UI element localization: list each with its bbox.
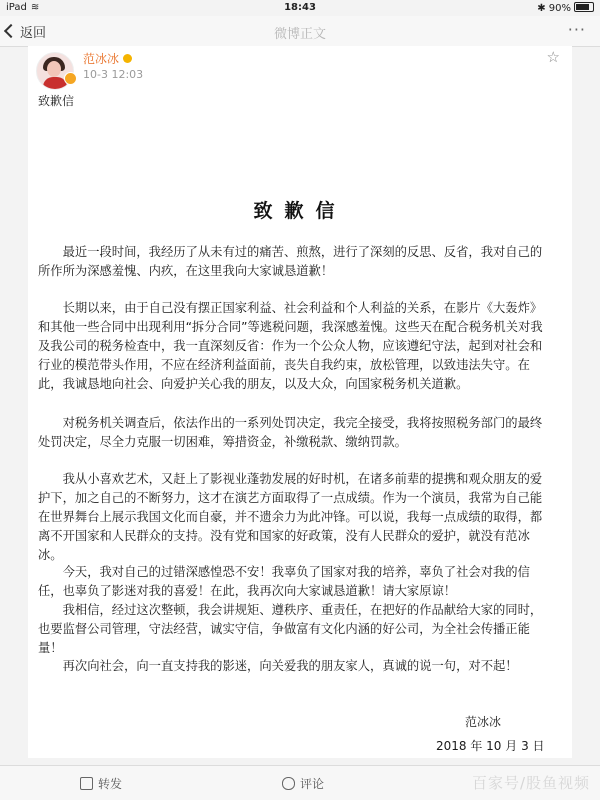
post-timestamp: 10-3 12:03 bbox=[83, 68, 144, 81]
battery-indicator: ✱ 90% bbox=[537, 2, 594, 14]
verified-badge-icon bbox=[64, 72, 77, 85]
watermark: 百家号/股鱼视频 bbox=[471, 774, 590, 792]
letter-paragraph-2: 长期以来，由于自己没有摆正国家利益、社会利益和个人利益的关系，在影片《大轰炸》和其他一些合同中出现利用“拆分合同”等逃税问题，我深感羞愧。这些天在配合税务机关对我及我公司的税务检查中，我一直深刻反省：作为一个公众人物，应该遵纪守法，起到对社会和行业的模范带头作用，不应在经济利益面前，丧失自我约束，放松管理，以致违法失守。在此，我诚恳地向社会、向爱护关心我的朋友，以及大众，向国家税务机关道歉。 bbox=[38, 301, 543, 391]
clock: 18:43 bbox=[284, 2, 316, 13]
letter-paragraph-6: 我相信，经过这次整顿，我会讲规矩、遵秩序、重责任，在把好的作品献给大家的同时，也要监督公司管理，守法经营，诚实守信，争做富有文化内涵的好公司，为全社会传播正能量！ bbox=[38, 603, 543, 655]
letter-paragraph-1: 最近一段时间，我经历了从未有过的痛苦、煎熬，进行了深刻的反思、反省，我对自己的所作所为深感羞愧、内疚，在这里我向大家诚恳道歉！ bbox=[38, 245, 543, 278]
favorite-star-icon[interactable]: ☆ bbox=[546, 48, 560, 66]
more-options-button[interactable]: ··· bbox=[567, 20, 586, 39]
comment-icon bbox=[282, 777, 295, 790]
post-card bbox=[28, 46, 572, 758]
letter-paragraph-3: 对税务机关调查后，依法作出的一系列处罚决定，我完全接受，我将按照税务部门的最终处罚决定，尽全力克服一切困难，筹措资金，补缴税款、缴纳罚款。 bbox=[38, 416, 543, 449]
letter-paragraph-4: 我从小喜欢艺术，又赶上了影视业蓬勃发展的好时机，在诸多前辈的提携和观众朋友的爱护下，加之自己的不断努力，这才在演艺方面取得了一点成绩。作为一个演员，我常为自己能在世界舞台上展示我国文化而自豪，并不遗余力为此冲锋。可以说，我每一点成绩的取得，都离不开国家和人民群众的支持。没有党和国家的好政策，没有人民群众的爱护，就没有范冰冰。 bbox=[38, 472, 543, 562]
username[interactable]: 范冰冰 bbox=[83, 50, 132, 67]
post-text: 致歉信 bbox=[38, 94, 75, 108]
post-header bbox=[28, 46, 572, 94]
carrier-label: iPad ≋ bbox=[6, 2, 43, 13]
page-title: 微博正文 bbox=[273, 27, 326, 42]
wifi-icon: ≋ bbox=[30, 2, 40, 13]
status-bar bbox=[0, 0, 600, 16]
letter-signature: 范冰冰 bbox=[465, 715, 502, 729]
letter-date: 2018 年 10 月 3 日 bbox=[436, 739, 545, 753]
repost-button[interactable]: 转发 bbox=[80, 775, 122, 792]
battery-icon bbox=[574, 2, 594, 12]
member-crown-icon bbox=[123, 54, 132, 63]
comment-button[interactable]: 评论 bbox=[282, 775, 324, 792]
letter-title: 致歉信 bbox=[253, 200, 347, 222]
navigation-bar bbox=[0, 16, 600, 47]
bottom-action-bar bbox=[0, 765, 600, 800]
letter-paragraph-7: 再次向社会，向一直支持我的影迷，向关爱我的朋友家人，真诚的说一句，对不起！ bbox=[62, 659, 518, 673]
repost-icon bbox=[80, 777, 93, 790]
back-button[interactable]: 返回 bbox=[6, 22, 46, 41]
letter-paragraph-5: 今天，我对自己的过错深感惶恐不安！我辜负了国家对我的培养，辜负了社会对我的信任，也辜负了影迷对我的喜爱！在此，我再次向大家诚恳道歉！请大家原谅！ bbox=[38, 565, 530, 598]
